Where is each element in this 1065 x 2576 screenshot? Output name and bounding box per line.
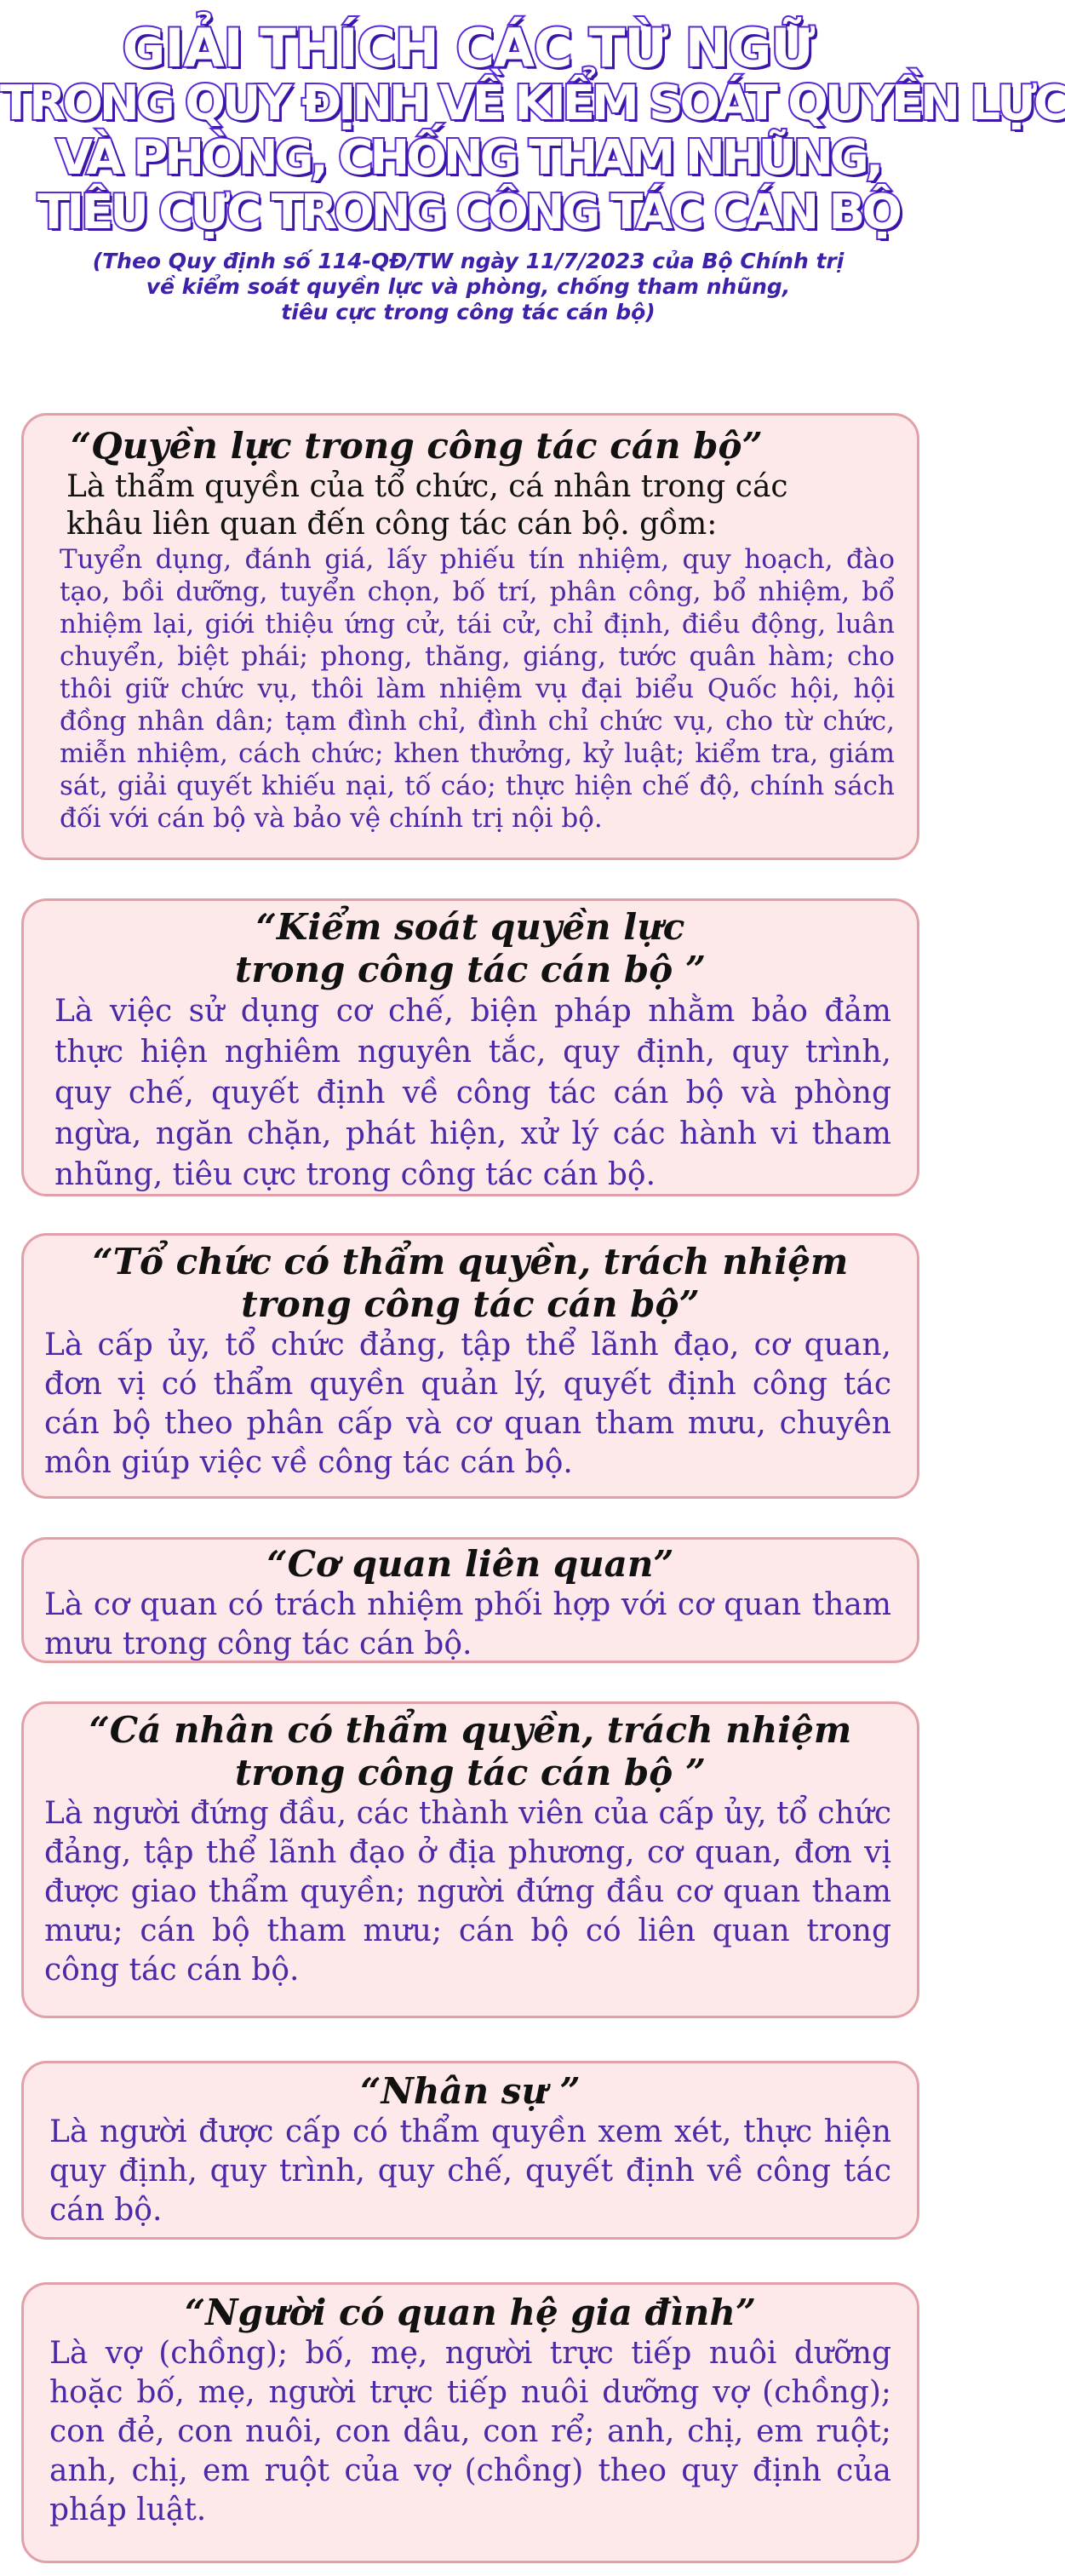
definition-card-related-agency: [21, 1537, 919, 1663]
definition-body: Là việc sử dụng cơ chế, biện pháp nhằm bảo đảm thực hiện nghiêm nguyên tắc, quy định, quy trình, quy chế, quyết định về công tác cán bộ và phòng ngừa, ngăn chặn, phát hiện, xử lý các hành vi tham nhũng, tiêu cực trong công tác cán bộ.: [54, 994, 891, 1192]
definition-card-organization: [21, 1233, 919, 1499]
source-note: [0, 249, 936, 325]
source-note-line-3: tiêu cực trong công tác cán bộ): [281, 300, 656, 324]
definition-body: Tuyển dụng, đánh giá, lấy phiếu tín nhiệm, quy hoạch, đào tạo, bồi dưỡng, tuyển chọn, bố trí, phân công, bổ nhiệm, bổ nhiệm lại, giới thiệu ứng cử, tái cử, chỉ định, điều động, luân chuyển, biệt phái; phong, thăng, giáng, tước quân hàm; cho thôi giữ chức vụ, thôi làm nhiệm vụ đại biểu Quốc hội, hội đồng nhân dân; tạm đình chỉ, đình chỉ chức vụ, cho từ chức, miễn nhiệm, cách chức; khen thưởng, kỷ luật; kiểm tra, giám sát, giải quyết khiếu nại, tố cáo; thực hiện chế độ, chính sách đối với cán bộ và bảo vệ chính trị nội bộ.: [60, 544, 895, 834]
definition-title: [24, 2292, 917, 2334]
main-title-line-3: VÀ PHÒNG, CHỐNG THAM NHŨNG,: [55, 130, 881, 186]
main-title-line-4: TIÊU CỰC TRONG CÔNG TÁC CÁN BỘ: [37, 185, 899, 240]
definition-card-power: [21, 413, 919, 860]
definition-card-family-relation: [21, 2282, 919, 2563]
definition-title: [24, 2070, 917, 2113]
definition-title: [24, 1241, 917, 1326]
definition-title-line: trong công tác cán bộ ”: [234, 1752, 707, 1793]
definition-card-personnel: [21, 2061, 919, 2240]
definition-body: Là vợ (chồng); bố, mẹ, người trực tiếp nuôi dưỡng hoặc bố, mẹ, người trực tiếp nuôi dưỡng vợ (chồng); con đẻ, con nuôi, con dâu, con rể; anh, chị, em ruột; anh, chị, em ruột của vợ (chồng) theo quy định của pháp luật.: [49, 2336, 891, 2527]
definition-lead-line: Là thẩm quyền của tổ chức, cá nhân trong các: [66, 469, 788, 504]
definition-card-power-control: [21, 898, 919, 1196]
definition-body: Là cơ quan có trách nhiệm phối hợp với cơ quan tham mưu trong công tác cán bộ.: [44, 1587, 891, 1661]
main-title-line-2: TRONG QUY ĐỊNH VỀ KIỂM SOÁT QUYỀN LỰC: [0, 76, 1065, 131]
definition-title: [24, 1709, 917, 1794]
definition-title-line: “Quyền lực trong công tác cán bộ”: [71, 425, 763, 467]
source-note-line-2: về kiểm soát quyền lực và phòng, chống tham nhũng,: [146, 274, 791, 299]
definition-title-line: trong công tác cán bộ ”: [234, 949, 707, 990]
definition-title: [24, 906, 917, 991]
definition-body: Là người được cấp có thẩm quyền xem xét, thực hiện quy định, quy trình, quy chế, quyết định về công tác cán bộ.: [49, 2114, 891, 2228]
definition-title-line: “Người có quan hệ gia đình”: [184, 2292, 757, 2333]
main-title-line-1: GIẢI THÍCH CÁC TỪ NGỮ: [122, 17, 815, 79]
definition-card-individual: [21, 1701, 919, 2018]
definition-title-line: “Kiểm soát quyền lực: [255, 906, 685, 948]
definition-title-line: “Cơ quan liên quan”: [266, 1543, 674, 1585]
definition-title-line: “Tổ chức có thẩm quyền, trách nhiệm: [92, 1241, 849, 1282]
definition-lead-line: khâu liên quan đến công tác cán bộ. gồm:: [66, 507, 718, 542]
definition-title-line: “Nhân sự ”: [360, 2070, 581, 2112]
page-header: [0, 0, 1065, 325]
definition-body: Là người đứng đầu, các thành viên của cấp ủy, tổ chức đảng, tập thể lãnh đạo ở địa phương, cơ quan, đơn vị được giao thẩm quyền; người đứng đầu cơ quan tham mưu; cán bộ tham mưu; cán bộ có liên quan trong công tác cán bộ.: [44, 1796, 891, 1988]
definition-title: [24, 424, 917, 468]
definition-title-line: “Cá nhân có thẩm quyền, trách nhiệm: [89, 1709, 852, 1751]
definition-title: [24, 1543, 917, 1586]
definition-title-line: trong công tác cán bộ”: [241, 1283, 700, 1325]
source-note-line-1: (Theo Quy định số 114-QĐ/TW ngày 11/7/2023 của Bộ Chính trị: [92, 249, 845, 273]
definition-lead: [24, 468, 917, 543]
definition-body: Là cấp ủy, tổ chức đảng, tập thể lãnh đạo, cơ quan, đơn vị có thẩm quyền quản lý, quyết định công tác cán bộ theo phân cấp và cơ quan tham mưu, chuyên môn giúp việc về công tác cán bộ.: [44, 1328, 891, 1480]
